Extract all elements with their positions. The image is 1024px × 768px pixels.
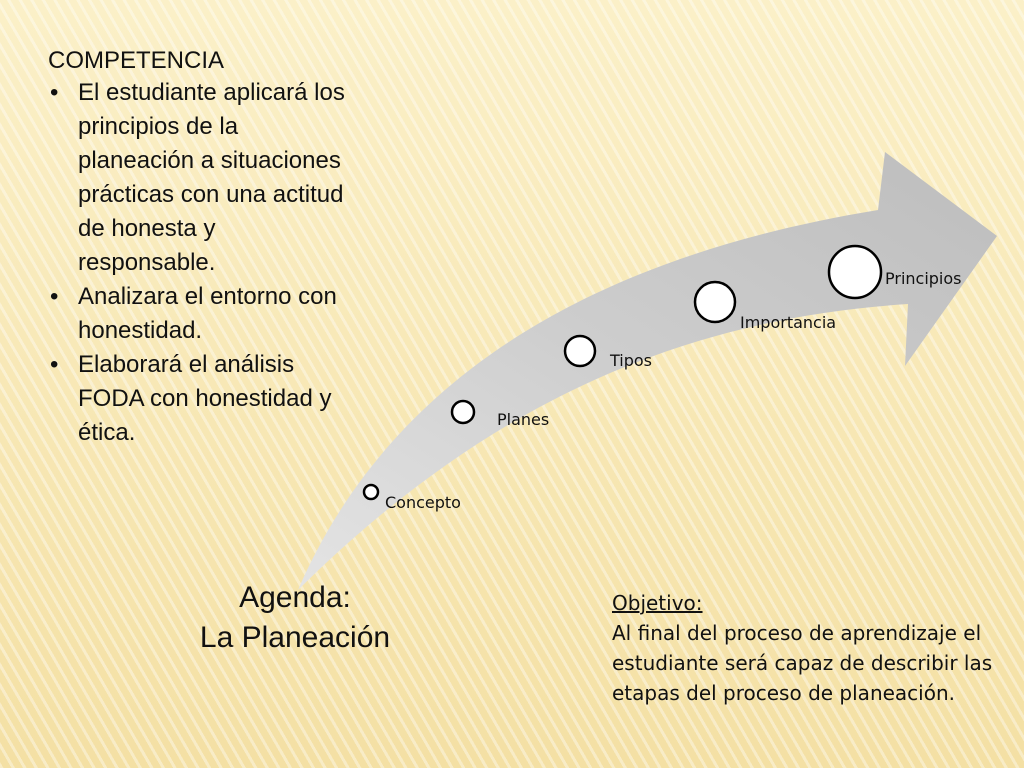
competencia-item-text: Analizara el entorno con honestidad. xyxy=(78,283,337,344)
objetivo-title: Objetivo: xyxy=(612,591,703,615)
bullet-icon: • xyxy=(50,351,59,378)
competencia-list xyxy=(46,76,346,450)
curved-arrow xyxy=(298,152,997,590)
competencia-item-text: Elaborará el análisis FODA con honestidad y ética. xyxy=(78,351,332,446)
competencia-item xyxy=(46,348,346,450)
bullet-icon: • xyxy=(50,283,59,310)
stage-marker-importancia xyxy=(695,282,735,322)
stage-marker-principios xyxy=(829,246,881,298)
objetivo-text: Al final del proceso de aprendizaje el estudiante será capaz de describir las etapas del proceso de planeación. xyxy=(612,621,993,705)
stage-label-importancia: Importancia xyxy=(740,313,837,332)
stage-label-concepto: Concepto xyxy=(385,493,461,512)
stage-marker-concepto xyxy=(364,485,378,499)
agenda-line-2: La Planeación xyxy=(199,621,391,654)
competencia-heading: COMPETENCIA xyxy=(48,47,225,74)
agenda-title xyxy=(170,578,420,658)
stage-label-tipos: Tipos xyxy=(610,351,653,370)
bullet-icon: • xyxy=(50,79,59,106)
competencia-section xyxy=(46,46,346,450)
competencia-item-text: El estudiante aplicará los principios de la planeación a situaciones prácticas con una actitud de honesta y responsable. xyxy=(78,79,345,276)
stage-marker-planes xyxy=(452,401,474,423)
agenda-line-1: Agenda: xyxy=(239,581,351,614)
stage-marker-tipos xyxy=(565,336,595,366)
competencia-item xyxy=(46,280,346,348)
stage-label-planes: Planes xyxy=(497,410,550,429)
objetivo-section xyxy=(612,588,1007,708)
competencia-item xyxy=(46,76,346,280)
stage-label-principios: Principios xyxy=(885,269,962,288)
